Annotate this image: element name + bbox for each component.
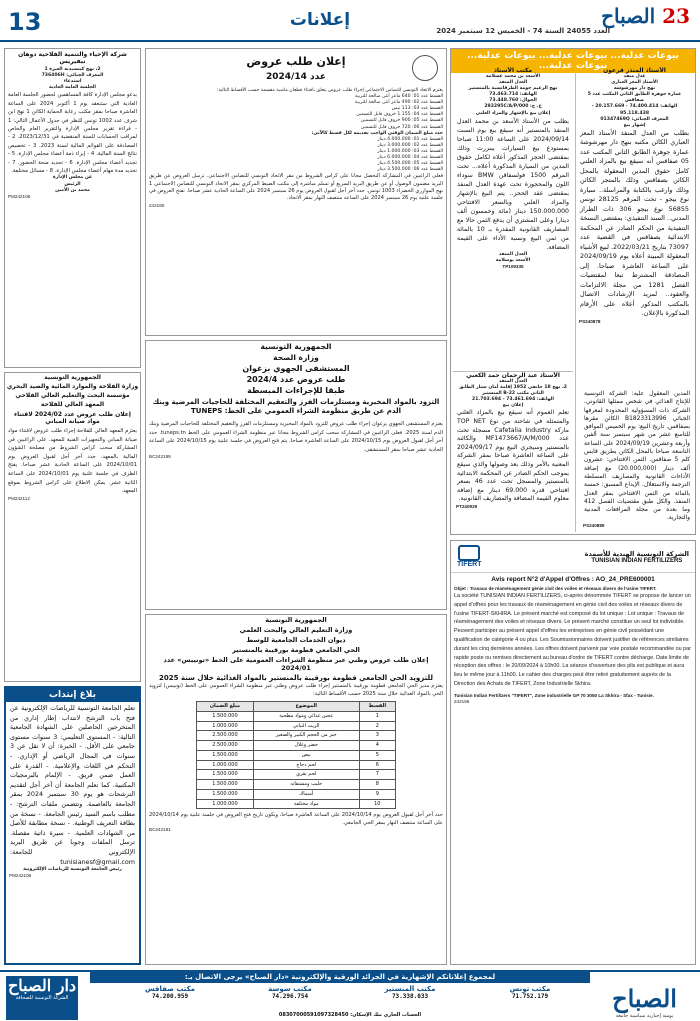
tender-intro: يعتزم الاتحاد التونسي للتضامن الاجتماعي إجراء طلب عروض يتعلق باقتناء قطعان ماشية مقسمة حسب الأقساط التالية: xyxy=(216,88,443,93)
org-name-fr: TUNISIAN INDIAN FERTILIZERS xyxy=(591,557,683,564)
recruitment-sign: رئيس الجامعة التونسية للرياضات الإلكترونية xyxy=(23,867,122,873)
tender-title: إعلان طلب عروض xyxy=(246,55,346,68)
table-row: 3 خبز من الحجم الكبير والصغير 2.500.000 xyxy=(197,731,396,741)
notice-line: عمارة جوهرة الطابق الثاني المكتب عدد 5 صفاقس xyxy=(587,92,682,104)
org-line: الجمهورية التونسية xyxy=(44,374,101,381)
notice-line: 2، نهج 18 جانفي 1952 إقامة أمان ستار الطابق الثاني مكتب B-22 المنستير xyxy=(459,385,567,397)
signature-line: عن مجلس الإدارة xyxy=(52,175,93,181)
judicial-sales-bar: بيوعات عدلية... بيوعات عدلية... بيوعات عدلية... بيوعات عدلية... xyxy=(451,49,695,73)
lot-item: القسط عدد 03: 113 تيس xyxy=(391,106,443,112)
tender-ref: 242180 xyxy=(149,202,165,208)
notice-line: عدل منفذ xyxy=(623,74,646,79)
table-row: 10 مواد مختلفة 1.000.000 xyxy=(197,799,396,809)
amount-item: القسط عدد 05: 4.500.000 دينار xyxy=(377,161,443,167)
tender-title: Avis report N°2 d'Appel d'Offres : AO_24_PRE600001 xyxy=(491,576,655,583)
recruitment-title: بلاغ إنتداب xyxy=(6,688,139,702)
tender-ref: BC242181 xyxy=(149,827,171,833)
lot-item: القسط عدد 05: 900 خروف قابل للتسمين xyxy=(360,118,443,124)
amount-item: القسط عدد 01: 4.000.000 دينار xyxy=(377,136,443,142)
org-line: الجمهورية التونسية xyxy=(260,342,332,351)
footer-ribbon: لمجموع إعلاناتكم الإشهارية في الجرائد الورقية والإلكترونية «دار الصباح» يرجى الاتصال بـ: xyxy=(90,972,590,983)
office-tunis: مكتب تونس 71.752.179 xyxy=(509,985,551,1000)
tender-object: التزود بالمواد المخبرية ومستلزمات الفرز والتعقيم المختلفة للحاجيات المرضية وبنك الدم عن طريق منظومة الشراء العمومي على الخط: TUNEPS xyxy=(152,398,440,415)
notice-body: نعلم العموم أنه سيقع بيع بالمزاد العلني والمتمثلة في شاحنة من نوع TOP NET ماركة Cafetalia Industry مسجلة تحت عدد MF1473667/A/M/000 والكائنة بالمنستير وسيجري البيع يوم 2024/09/17 على الساعة العاشرة صباحا بمقر الشركة المعنية بالأمر وذلك بعد وصولها والذي سيقع بموجب الحكم الصادر عن المحكمة الابتدائية بالمنستير والمسجل تحت عدد 46 بسعر افتتاحي قدره 69.000 دينار مع إضافة معلوم القيمة المضافة والمصاريف القانونية. xyxy=(457,409,569,503)
org-name-ar: الشركة التونسية الهندية للأسمدة xyxy=(584,549,689,558)
general-assembly-notice xyxy=(4,48,141,368)
notice-line: إشهار بيع xyxy=(623,122,646,128)
notice-line: الهاتف: 73.463.714 xyxy=(489,92,537,98)
logo-text: الصباح xyxy=(601,4,656,28)
notice-line: 2، نهج كينسيدنة العيزة 1 xyxy=(44,67,101,72)
notice-line: ع. ج: 292295C/A/P/000 xyxy=(484,104,542,110)
page-header xyxy=(0,0,700,42)
org-line: المستشفى الجهوي بزغوان xyxy=(242,364,350,373)
table-row: 9 أسماك 1.500.000 xyxy=(197,789,396,799)
notice-ref: PS240889 xyxy=(583,522,605,528)
notice-line: المعرف الجبائي: 01347469Q xyxy=(600,116,669,122)
notice-line: الهاتف: 74.400.414 - 20.157.669 - 95.118.438 xyxy=(591,104,678,116)
header-cell: القسط xyxy=(359,702,395,712)
tender-ref: 242186 xyxy=(454,698,470,704)
notice-line: العدل المنفذ xyxy=(498,379,528,384)
lot-item: القسط عدد 01: 640 ماعز أنثى صالحة للتربية xyxy=(354,94,443,100)
signature-line: العدل المنفذ xyxy=(498,251,528,257)
lots-list xyxy=(146,94,446,131)
amount-item: القسط عدد 06: 3.500.000 دينار xyxy=(377,167,443,173)
signature-line: محمد بن الأمين xyxy=(55,187,90,193)
tender-body: فعلى الراغبين في المشاركة التحصل مجانا على كراس الشروط من مقر الاتحاد التونسي للتضامن الاجتماعي. ترسل العروض عن طريق البريد مضمون الوصول أو عن طريق البريد السريع أو تسلم مباشرة إلى مكتب الضبط المركزي بمقر الاتحاد التونسي للتضامن الاجتماعي 1 نهج الموازري الخضراء 1003 تونس. حدد آخر أجل لقبول العروض يوم 26 سبتمبر 2024 على الساعة الحادية عشر صباحا. تفتح العروض في جلسة علنية يوم 26 سبتمبر 2024 على الساعة منتصف النهار بمقر الاتحاد. xyxy=(149,173,444,202)
notice-ref: PT240929 xyxy=(456,504,478,509)
tender-footer: حدد آخر أجل لقبول العروض يوم 2024/10/14 على الساعة العاشرة صباحا، ويكون تاريخ فتح العروض في جلسة علنية يوم 2024/10/14 على الساعة منتصف النهار بمقر الحي الجامعي. xyxy=(149,812,443,826)
table-row: 6 لحم دجاج 1.000.000 xyxy=(197,760,396,770)
logo-number: 23 xyxy=(662,4,690,28)
notice-title: الأستاذ المنذر قرعون xyxy=(603,67,666,74)
notice-subtitle: إعلان بيع بالإشهار والمزاد العلني xyxy=(475,110,551,116)
notice-line: الهاتف: 73.461.694 - 21.703.694 xyxy=(472,397,554,403)
table-row: 2 الزيت النباتي 1.000.000 xyxy=(197,721,396,731)
guarantee-intro: حدد مبلغ الضمان الوقتي الواجب تقديمه لكل قسط كالآتي: xyxy=(311,130,443,136)
header-cell: الموضوع xyxy=(253,702,359,712)
tender-subtitle: طبقا للإجراءات المبسطة xyxy=(247,386,345,395)
recruitment-body: تعلم الجامعة التونسية للرياضات الإلكترونية عن فتح باب الترشح لانتداب إطار إداري من المتخرجين الحاصلين على الشهادة الجامعية التالية: - المستوى التعليمي: 3 سنوات مستوى جامعي على الأقل. - الخبرة: أن لا تقل عن 3 سنوات في المجال الرياضي أو الإداري. - التحكم في اللغات والإعلامية. - القدرة على العمل ضمن فريق. - الإلمام بالبرمجيات المكتبية. كما تعلم الجامعة أن آخر أجل لتقديم الترشحات هو يوم 30 سبتمبر 2024 بمقر الجامعة بالعاصمة. وتتضمن ملفات الترشح: - مطلب باسم السيد رئيس الجامعة. - نسخة من بطاقة التعريف الوطنية. - نسخة مطابقة للأصل من الشهادات العلمية. - سيرة ذاتية مفصلة. ترسل الملفات وجوبا عن طريق البريد الإلكتروني للجامعة: tunisianesf@gmail.com xyxy=(10,704,136,866)
org-line: وزارة الصحة xyxy=(273,353,319,362)
notice-title: الأستاذ عبد الرحمان حمد الكعبي xyxy=(466,372,560,379)
footer-logo-sub: يومية إخبارية سياسية جامعة xyxy=(615,1013,674,1019)
notice-line: الجلسة العامة العادية xyxy=(49,85,96,91)
section-title: إعلانات xyxy=(289,10,351,30)
notice-body: يدعو مجلس الإدارة كافة المساهمين لحضور الجلسة العامة العادية التي ستنعقد يوم 1 أكتوبر 2024 على الساعة العاشرة صباحا بمقر مكتب رعاية الحماية الكائن 1 نهج ابن شرف عدد 1002 تونس للنظر في جدول الأعمال التالي: 1 - قراءة تقرير مجلس الإدارة والتقرير العام والخاص لمراقب الحسابات للسنة المنقضية في 2023/12/31. 2 - المصادقة على القوائم المالية لسنة 2023. 3 - تخصيص نتائج السنة المالية. 4 - إبراء ذمة أعضاء مجلس الإدارة. 5 - تجديد أعضاء مجلس الإدارة. 6 - تحديد منحة الحضور. 7 - تحديد مدة مهام أعضاء مجلس الإدارة. 8 - مسائل مختلفة. xyxy=(8,92,138,175)
bailiff-notice-2 xyxy=(453,67,573,367)
tender-body: La société TUNISIAN INDIAN FERTILIZERS, ci-après dénommée TIFERT se propose de lancer un appel d'offres pour les travaux de réaménagement en génie civil des voiles et réseaux divers de l'usine TIFERT-SKHIRA. Le présent marché est composé du lot unique : Lot unique : Travaux de réaménagement des voiles et réseaux divers. Le présent marché constitue un seul lot indivisible. Peuvent participer au présent appel d'offres les entreprises en génie civil possédant une qualification de catégorie 4 ou plus. Les Soumissionnaires doivent justifier de références similaires durant les cinq dernières années. Les offres doivent parvenir par voie postale recommandée ou par rapide poste ou remises directement au bureau d'ordre de TIFERT contre décharge. Date limite de réception des offres : le 20/09/2024 à 10h00. La séance d'ouverture des plis est publique et aura lieu le même jour à 11h00. Le cahier des charges peut être retiré gratuitement auprès de la Direction des Achats de TIFERT, Zone Industrielle Skhira. xyxy=(454,593,691,688)
recruitment-ref: PM242106 xyxy=(9,873,32,879)
bailiff-notice-3 xyxy=(453,371,573,531)
footer-logo-sub: الشركة التونسية للصحافة xyxy=(15,995,69,1001)
notice-body: بطلب من العدل المنفذ الأستاذ المعز العباري الكائن مكتبه بنهج دار مهرشوشة عمارة جوهرة الطابق الثاني المكتب عدد 05 صفاقس أنه سيقع بيع بالمزاد العلني كامل حقوق المدين المعقولة بالمحل الكائن بصفاقس وذلك بالمتجر الكائن وذلك وارغب بالكتابة والمراسلة.. سيارة نوع بيجو - تحت المرقم 28125 تونس 56855 نوع بيجو 306 ذات الطراز المدني.. السند التنفيذي: بمقتضى النسخة التنفيذية من الحكم الصادر عن المحكمة الابتدائية بصفاقس في القضية عدد 73097 بتاريخ 2022/03/21. لبيع الأشياء المعقولة المبينة أعلاه يوم 2024/09/19 على الساعة العاشرة صباحا. إلى المصادقة المشترط تبعا لمقتضيات الفصل 1281 من مجلة الالتزامات والعقود.. لمزيد الإرشادات الاتصال بالمكتب المذكور أعلاه على الأرقام المذكورة بالإعلان. xyxy=(580,128,690,318)
table-header-row xyxy=(197,702,396,712)
tender-title: طلب عروض عدد 2024/4 xyxy=(246,375,346,384)
tender-object: Objet : Travaux de réaménagement génie civil des voiles et réseaux divers de l'usine TIFERT. xyxy=(454,586,657,591)
issue-line: العدد 24055 السنة 74 - الخميس 12 سبتمبر 2024 xyxy=(436,27,610,35)
recruitment-notice xyxy=(4,686,141,965)
notice-ref: PM242106 xyxy=(8,193,31,199)
notice-line: نهج دار مهرشوشة xyxy=(613,86,656,92)
notice-line: العدل المنفذ xyxy=(498,80,528,86)
tender-main xyxy=(145,48,447,336)
tifert-logo-text: TIFERT xyxy=(457,561,482,568)
notice-body: بطلب من الأستاذ الأسعد بن محمد العدل المنفذ بالمنستير أنه سيقع بيع يوم السبت 2024/09/14 على الساعة 11:00 صباحا بمستودع بيع السيارات ببنزرت وذلك بمقتضى الحجز المذكور أعلاه لكامل حقوق المدين من السيارة المذكورة أعلاه... تحت المرقم 1500 فولسفاقن BMW سوداء اللون والمحجوزة تحت عهدة العدل المنفذ بمقتضى عقد الحجز.. يتم البيع بالإشهار والمزاد العلني وبالسعر الافتتاحي 150.000.000 دينار (مائة وخمسون ألف دينار) وعلى المشتري أن يدفع الثمن حالا مع المصاريف القانونية المقدرة بـ 10 بالمائة من ثمن البيع ونسبة الأداء على القيمة المضافة. xyxy=(457,117,569,251)
org-line: ديوان الخدمات الجامعية للوسط xyxy=(246,636,346,644)
org-line: المعهد العالي للفلاحة xyxy=(40,401,105,408)
notice-title: مكتب الأستاذ xyxy=(493,67,533,74)
tifert-tender xyxy=(450,540,696,965)
tender-ref: PM242112 xyxy=(8,495,30,501)
notice-title: شركة الإحياء والتنمية الفلاحية دوهان نيفيريس xyxy=(18,51,127,65)
footer-logo-text: دار الصباح xyxy=(7,976,77,995)
signature-line: الأسعد بوسلامة xyxy=(495,257,531,263)
lot-item: القسط عدد 06: 720 خروف قابل للتسمين xyxy=(360,124,443,130)
table-row: 8 حليب ومشتقاته 1.500.000 xyxy=(197,780,396,790)
header-cell: مبلغ الضمان xyxy=(197,702,254,712)
notice-line: استدعاء xyxy=(63,79,82,85)
org-line: مؤسسة البحث والتعليم العالي الفلاحي xyxy=(15,392,130,399)
notice-body: المدين المعقول عليه: الشركة التونسية للإنتاج الغذائي في شخص ممثلها القانوني. الشركة ذات المسؤولية المحدودة لمعرفها الجبائي B1823313996 الكائن مقرها بصفاقس. تاريخ البيع: يوم الخميس الموافق للتاسع عشر من شهر سبتمبر سنة ألفين وأربعة وعشرين 2024/09/19 على الساعة التاسعة صباحا بالمحل الكائن بطريق قابس كلم 5 صفاقس. الثمن الافتتاحي: عشرون ألف دينار (20.000,000) مع إضافة الأداءات القانونية والمصاريف المسلطة الترجمة والاستغلال. الإيداع المسبق: خمسة بالمائة من الثمن الافتتاحي بمقر العدل المنفذ. والكل طبق مقتضيات الفصل 412 وما بعده من مجلة المرافعات المدنية والتجارية. xyxy=(584,391,690,522)
page-footer xyxy=(0,970,700,1021)
emblem-icon xyxy=(412,55,438,81)
office-sfax: مكتب صفاقس 74.200.959 xyxy=(144,985,196,1000)
notice-line: نهج الزعيم حومة الطرقاتسية بالمنستير xyxy=(468,86,558,92)
amounts-list xyxy=(146,137,446,174)
footer-logo-left xyxy=(6,976,78,1020)
tender-ref: BC242189 xyxy=(149,454,171,460)
lot-item: القسط عدد 04: 1.155 خروف قابل للتسمين xyxy=(356,112,443,118)
tifert-logo-icon xyxy=(458,545,480,561)
amount-item: القسط عدد 03: 1.000.000 دينار xyxy=(377,148,443,154)
table-row: 5 بيض 1.500.000 xyxy=(197,750,396,760)
lot-item: القسط عدد 02: 490 ماعز أنثى صالحة للتربية xyxy=(354,100,443,106)
tender-body: يعتزم المستشفى الجهوي بزغوان إجراء طلب عروض للتزود بالمواد المخبرية ومستلزمات الفرز والتعقيم المختلفة للحاجيات المرضية وبنك الدم لسنة 2025. فعلى الراغبين في المشاركة سحب كراس الشروط مجانا عبر منظومة الشراء العمومي على الخط tuneps.tn. حدد آخر أجل لقبول العروض يوم 2024/10/15 على الساعة العاشرة صباحا. يتم فتح العروض في جلسة علنية يوم 2024/10/15 على الساعة الحادية عشر صباحا بمقر المستشفى. xyxy=(149,421,444,453)
ministry-tender xyxy=(4,372,141,682)
notice-line: الأستاذ المعز العباري xyxy=(611,80,658,86)
org-line: الحي الجامعي قطومة بورقيبة بالمنستير xyxy=(232,646,360,654)
tender-health xyxy=(145,340,447,610)
amount-item: القسط عدد 04: 6.000.000 دينار xyxy=(377,155,443,161)
tender-subtitle: للتزويد الحي الجامعي قطومة بورقيبة بالمنستير بالمواد الغذائية خلال سنة 2025 xyxy=(159,674,433,682)
tifert-logo xyxy=(457,545,482,568)
tender-contact: Tunisian Indian Fertilizers "TIFERT", Zone industrielle GP 70 3050 La Skhira - Sfax - Tunisie. xyxy=(454,692,654,698)
tender-title: إعلان طلب عروض عدد 2024/02 لاقتناء مواد صيانة المباني xyxy=(14,411,131,425)
table-row: 4 خضر وغلال 2.500.000 xyxy=(197,741,396,751)
tender-body: يعتزم مدير الحي الجامعي قطومة بورقيبة بالمنستير إجراء طلب عروض وطني عبر منظومة الشراء العمومي على الخط (تونيبس) لتزويد الحي بالمواد الغذائية خلال سنة 2025 حسب الأقساط التالية: xyxy=(149,683,443,697)
notice-ref: TP109335 xyxy=(502,263,524,269)
tender-number: عدد 2024/14 xyxy=(266,72,326,82)
table-row: 1 عجين غذائي ومواد مطحية 1.500.000 xyxy=(197,711,396,721)
notice-ref: PS240878 xyxy=(579,318,601,324)
notice-line: الأسعد بن محمد عسلامة xyxy=(485,74,541,79)
org-line: وزارة التعليم العالي والبحث العلمي xyxy=(239,626,353,634)
newspaper-logo xyxy=(601,4,690,28)
lots-table xyxy=(196,701,396,809)
signature-line: الرئيس xyxy=(64,181,81,187)
table-row: 7 لحم بقري 1.500.000 xyxy=(197,770,396,780)
tender-body: يعتزم المعهد العالي للفلاحة إجراء طلب عروض لاقتناء مواد صيانة المباني والتجهيزات الفنية للمعهد. على الراغبين في المشاركة سحب كراس الشروط من مصلحة الشؤون المالية بالمعهد. حدد آخر أجل لقبول العروض يوم 2024/10/01 على الساعة الحادية عشر صباحا. يفتح الظرف في جلسة علنية يوم 2024/10/01 على الساعة الثانية عشر. يمكن الاطلاع على كراس الشروط بموقع المعهد. xyxy=(8,428,137,495)
tender-university xyxy=(145,614,447,965)
footer-account: الحساب الجاري بنك الإسكان: 08307000591097328450 xyxy=(278,1012,422,1019)
amount-item: القسط عدد 02: 3.000.000 دينار xyxy=(377,142,443,148)
page-number: 13 xyxy=(8,8,42,36)
tender-title: إعلان طلب عروض وطني عبر منظومة الشراءات العمومية على الخط «تونيبس» عدد 2024/01 xyxy=(163,656,429,672)
org-line: وزارة الفلاحة والموارد المائية والصيد البحري xyxy=(6,383,139,390)
notice-line: الجوال: 73.448.760 xyxy=(489,98,537,104)
org-line: الجمهورية التونسية xyxy=(265,616,327,624)
footer-logo-right xyxy=(597,984,692,1020)
bailiff-notice-4 xyxy=(580,390,694,530)
office-monastir: مكتب المنستير 73.338.033 xyxy=(384,985,436,1000)
notice-line: المعرف الجبائي: 736406H xyxy=(41,73,104,79)
office-sousse: مكتب سوسة 74.296.754 xyxy=(268,985,312,1000)
footer-logo-text: الصباح xyxy=(612,984,677,1013)
notice-line: إعلان بيع xyxy=(502,403,524,409)
